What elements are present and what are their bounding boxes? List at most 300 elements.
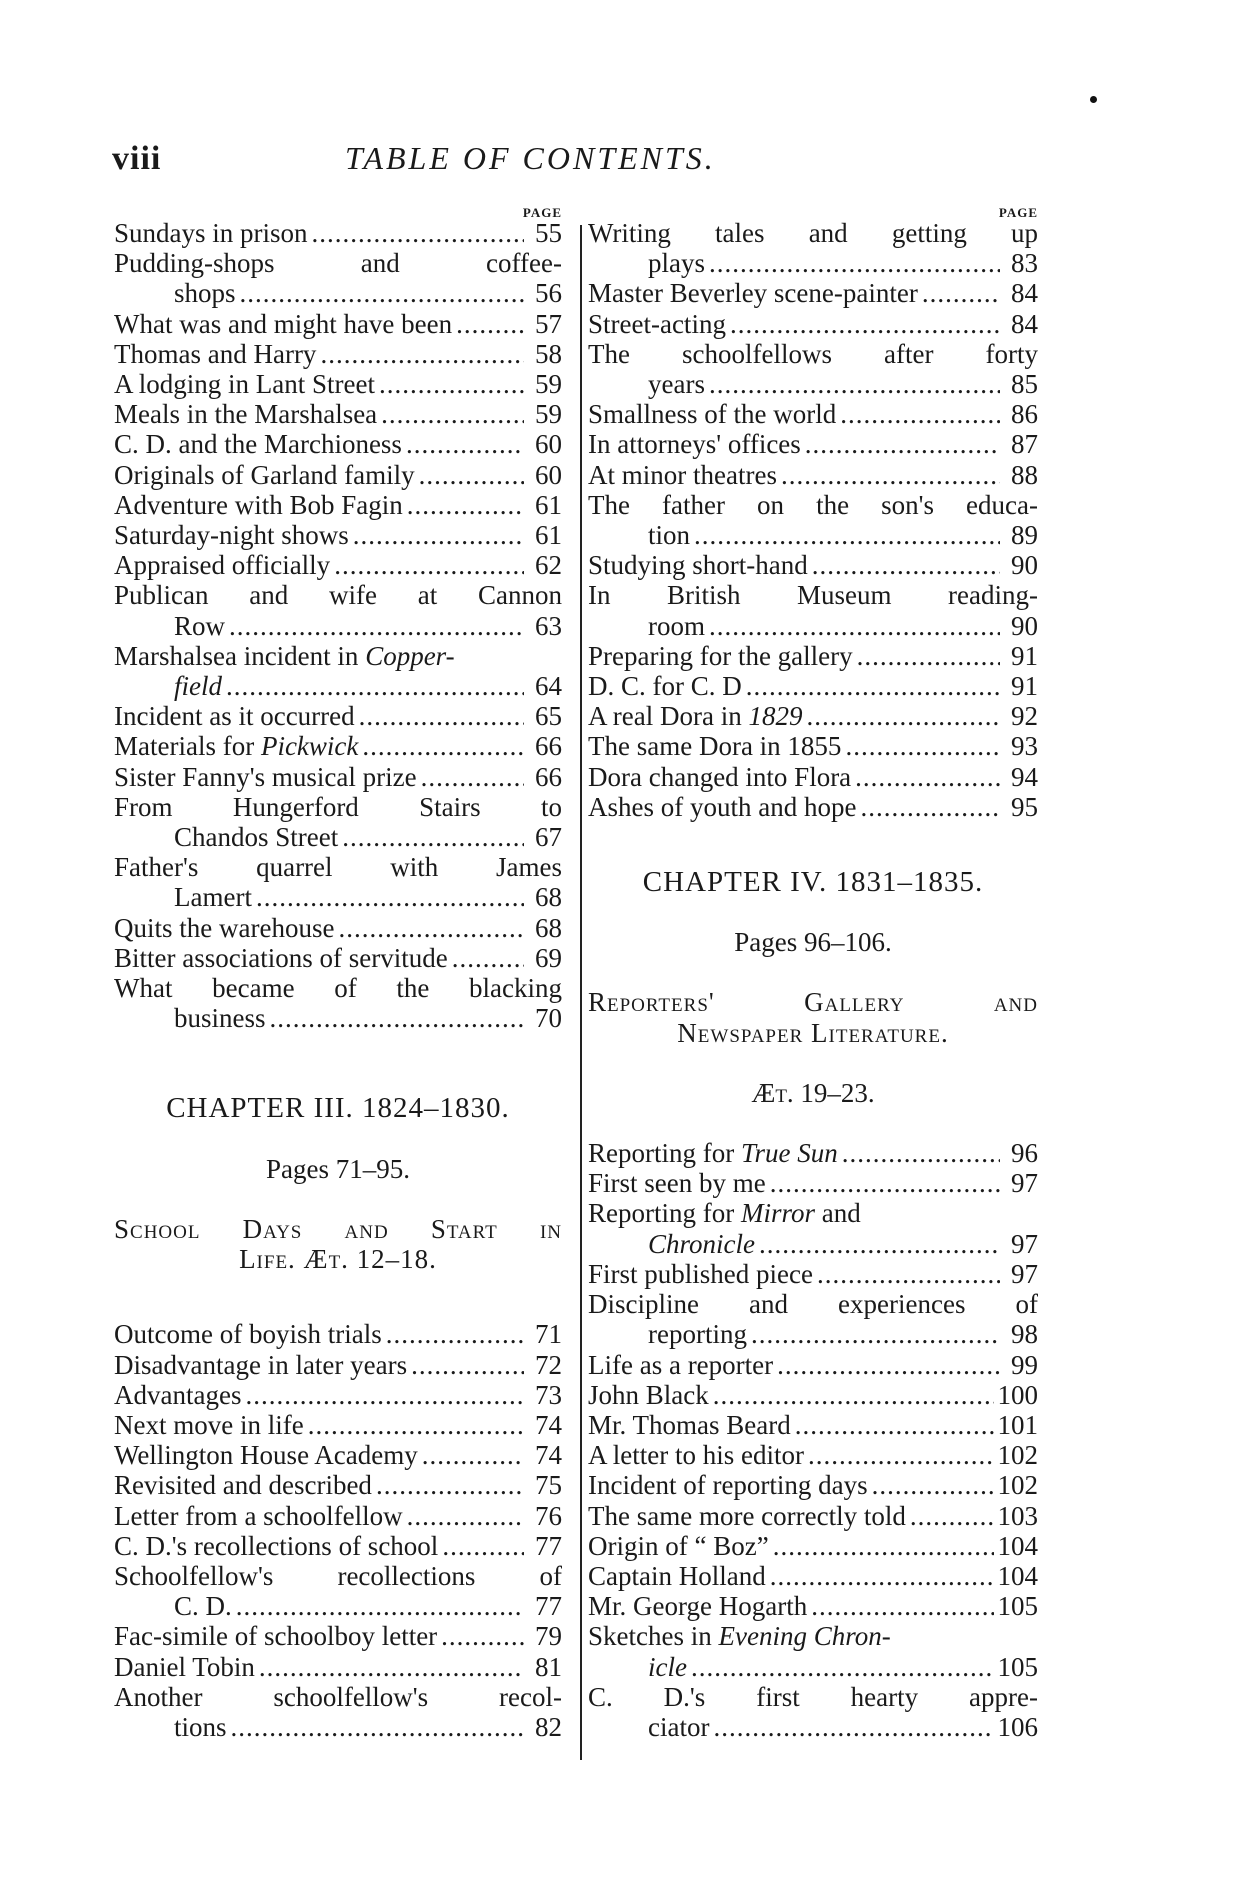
toc-entry-text <box>588 1198 861 1228</box>
toc-entry-title <box>114 1380 241 1410</box>
toc-entry-title <box>114 369 375 399</box>
toc-entry-text: Smallness of the world <box>588 399 837 430</box>
toc-entry-page: 105 <box>997 1591 1038 1622</box>
toc-entry-title <box>588 460 777 490</box>
toc-entry-text: Advantages <box>114 1379 242 1410</box>
toc-entry-title <box>648 1319 747 1349</box>
toc-entry-text: Captain Holland <box>588 1560 766 1591</box>
toc-entry-text-part: Reporting for <box>588 1138 741 1169</box>
toc-entry-text: Next move in life <box>114 1409 304 1440</box>
toc-entry-text: C. D.'s recollections of school <box>114 1530 439 1561</box>
toc-entry-text: room <box>648 610 705 641</box>
toc-entry-text: First seen by me <box>588 1168 766 1199</box>
toc-entry-text: Life as a reporter <box>588 1349 774 1380</box>
toc-entry-text: Originals of Garland family <box>114 459 415 490</box>
toc-entry-title <box>114 339 316 369</box>
toc-entry-page: 106 <box>997 1711 1038 1742</box>
toc-entry-text: Outcome of boyish trials <box>114 1319 382 1350</box>
toc-entry-line <box>114 1682 562 1712</box>
leader-dots <box>422 1440 524 1470</box>
toc-entry-title <box>174 882 252 912</box>
page-column-label: PAGE <box>998 205 1038 220</box>
toc-entry <box>114 611 562 641</box>
leader-dots <box>441 1621 524 1651</box>
chapter-subject <box>588 987 1038 1047</box>
toc-entry <box>588 731 1038 761</box>
toc-entry-text-part: Materials for <box>114 731 261 762</box>
toc-entry <box>588 520 1038 550</box>
toc-entry-line <box>114 1561 562 1591</box>
toc-entry-text: At minor theatres <box>588 459 777 490</box>
toc-entry-text: What became of the blacking <box>114 973 562 1004</box>
toc-entry-text-italic: Chronicle <box>648 1228 755 1259</box>
toc-entry <box>114 822 562 852</box>
toc-entry <box>114 701 562 731</box>
toc-entry-text: Lamert <box>174 882 252 913</box>
toc-entry-page: 96 <box>1011 1138 1038 1169</box>
toc-entry-page: 82 <box>535 1711 562 1742</box>
toc-list <box>114 218 562 1033</box>
toc-entry-title <box>588 671 742 701</box>
toc-entry <box>588 671 1038 701</box>
toc-entry-text: Ashes of youth and hope <box>588 791 857 822</box>
toc-entry-page: 81 <box>535 1651 562 1682</box>
page-number: viii <box>112 140 162 177</box>
toc-entry-page: 93 <box>1011 731 1038 762</box>
leader-dots <box>407 1501 524 1531</box>
toc-entry-text: John Black <box>588 1379 709 1410</box>
toc-entry-text: Quits the warehouse <box>114 912 335 943</box>
toc-entry <box>114 1501 562 1531</box>
leader-dots <box>308 1410 524 1440</box>
toc-entry-title <box>588 641 853 671</box>
leader-dots <box>842 1138 1000 1168</box>
toc-entry-page: 63 <box>535 610 562 641</box>
toc-entry-text: In British Museum reading- <box>588 580 1038 611</box>
toc-entry <box>588 278 1038 308</box>
toc-entry <box>114 399 562 429</box>
leader-dots <box>860 792 1000 822</box>
toc-entry-title <box>588 731 841 761</box>
toc-entry-page: 101 <box>997 1409 1038 1440</box>
leader-dots <box>781 460 1000 490</box>
toc-entry-text: Adventure with Bob Fagin <box>114 489 403 520</box>
toc-entry-line <box>114 248 562 278</box>
toc-entry-title <box>114 1531 438 1561</box>
toc-entry-title <box>114 490 403 520</box>
toc-entry-text: Chandos Street <box>174 822 339 853</box>
leader-dots <box>226 671 524 701</box>
leader-dots <box>376 1470 524 1500</box>
leader-dots <box>334 550 524 580</box>
toc-entry-title <box>174 1003 266 1033</box>
toc-entry-line <box>588 218 1038 248</box>
toc-entry-page: 77 <box>535 1530 562 1561</box>
leader-dots <box>746 671 1000 701</box>
toc-entry-text: The father on the son's educa- <box>588 489 1038 520</box>
leader-dots <box>770 1561 994 1591</box>
toc-entry-line <box>588 490 1038 520</box>
toc-entry-text <box>114 641 455 671</box>
leader-dots <box>229 611 524 641</box>
toc-entry-title <box>114 309 452 339</box>
leader-dots <box>730 309 1000 339</box>
leader-dots <box>840 399 1000 429</box>
toc-entry-title <box>588 1501 906 1531</box>
toc-entry <box>114 550 562 580</box>
toc-entry <box>588 1380 1038 1410</box>
leader-dots <box>245 1380 524 1410</box>
toc-entry <box>588 1440 1038 1470</box>
toc-entry-title <box>648 248 705 278</box>
toc-entry-title <box>114 701 355 731</box>
toc-entry-page: 71 <box>535 1319 562 1350</box>
toc-list <box>588 218 1038 822</box>
leader-dots <box>411 1350 524 1380</box>
leader-dots <box>713 1712 993 1742</box>
chapter-heading: CHAPTER III. 1824–1830. <box>166 1092 510 1125</box>
toc-entry-page: 61 <box>535 489 562 520</box>
leader-dots <box>456 309 524 339</box>
leader-dots <box>342 822 524 852</box>
leader-dots <box>808 1440 994 1470</box>
leader-dots <box>379 369 524 399</box>
toc-entry-text: reporting <box>648 1319 747 1350</box>
toc-entry-text-italic: 1829 <box>748 701 803 732</box>
toc-entry-page: 89 <box>1011 520 1038 551</box>
toc-entry-title <box>114 913 334 943</box>
toc-entry-text: C. D. <box>174 1591 232 1622</box>
toc-entry <box>588 1259 1038 1289</box>
toc-entry-page: 84 <box>1011 278 1038 309</box>
toc-entry <box>114 460 562 490</box>
toc-entry-text: Daniel Tobin <box>114 1651 255 1682</box>
toc-entry-text: What was and might have been <box>114 308 453 339</box>
toc-entry-text: Revisited and described <box>114 1470 372 1501</box>
toc-entry-page: 66 <box>535 761 562 792</box>
toc-entry-text: Bitter associations of servitude <box>114 942 448 973</box>
toc-entry-text: Incident as it occurred <box>114 701 355 732</box>
toc-entry-page: 60 <box>535 459 562 490</box>
toc-entry <box>114 339 562 369</box>
toc-entry <box>114 1712 562 1742</box>
ink-speck <box>1090 96 1097 103</box>
toc-entry-page: 55 <box>535 218 562 248</box>
toc-entry-page: 85 <box>1011 369 1038 400</box>
toc-entry-title <box>114 460 415 490</box>
toc-entry-text: Studying short-hand <box>588 550 808 581</box>
toc-entry-page: 56 <box>535 278 562 309</box>
toc-entry-page: 90 <box>1011 550 1038 581</box>
toc-entry-line <box>588 580 1038 610</box>
toc-entry-title <box>114 520 349 550</box>
toc-entry-page: 92 <box>1011 701 1038 732</box>
toc-entry-title <box>648 369 705 399</box>
toc-entry <box>588 1138 1038 1168</box>
toc-list <box>588 1138 1038 1742</box>
toc-entry-page: 64 <box>535 671 562 702</box>
toc-entry-text-italic: Evening Chron- <box>718 1621 891 1652</box>
toc-entry-page: 72 <box>535 1349 562 1380</box>
toc-entry-page: 70 <box>535 1003 562 1034</box>
toc-entry <box>114 882 562 912</box>
toc-entry-title <box>588 429 801 459</box>
leader-dots <box>353 520 524 550</box>
toc-entry-text: Writing tales and getting up <box>588 218 1038 248</box>
toc-entry-text: In attorneys' offices <box>588 429 801 460</box>
toc-entry-title <box>588 278 918 308</box>
toc-entry <box>588 1561 1038 1591</box>
toc-entry-page: 91 <box>1011 640 1038 671</box>
toc-entry-title <box>174 278 236 308</box>
toc-entry-text <box>588 1621 891 1651</box>
toc-entry-text: tion <box>648 520 691 551</box>
toc-entry <box>588 369 1038 399</box>
toc-entry-title <box>588 1470 868 1500</box>
toc-entry-title <box>588 1380 709 1410</box>
toc-entry-title <box>588 1138 838 1168</box>
toc-entry-text: tions <box>174 1711 227 1742</box>
leader-dots <box>805 429 1000 459</box>
toc-entry-title <box>114 1652 255 1682</box>
toc-entry-page: 97 <box>1011 1258 1038 1289</box>
toc-entry <box>588 1591 1038 1621</box>
toc-entry <box>114 490 562 520</box>
right-column <box>588 205 1038 1742</box>
toc-entry <box>588 550 1038 580</box>
toc-entry <box>114 1531 562 1561</box>
toc-entry-text: Meals in the Marshalsea <box>114 399 378 430</box>
chapter-pages: Pages 96–106. <box>734 927 892 958</box>
toc-entry-page: 57 <box>535 308 562 339</box>
toc-entry-line <box>588 1198 1038 1228</box>
toc-entry-page: 88 <box>1011 459 1038 490</box>
toc-entry <box>114 1350 562 1380</box>
column-divider <box>580 225 582 1760</box>
toc-entry-page: 60 <box>535 429 562 460</box>
toc-entry-line <box>588 1682 1038 1712</box>
leader-dots <box>709 248 1000 278</box>
leader-dots <box>770 1168 1000 1198</box>
toc-entry-text: Origin of “ Boz” <box>588 1530 769 1561</box>
toc-entry <box>588 1319 1038 1349</box>
toc-entry-text-italic: icle <box>648 1651 687 1682</box>
toc-entry-title <box>648 520 690 550</box>
toc-entry-text-italic: Pickwick <box>260 731 359 762</box>
leader-dots <box>442 1531 524 1561</box>
toc-entry-page: 90 <box>1011 610 1038 641</box>
toc-entry <box>588 1410 1038 1440</box>
leader-dots <box>362 731 524 761</box>
toc-entry-text-part: Reporting for <box>588 1198 741 1229</box>
leader-dots <box>795 1410 994 1440</box>
toc-entry-title <box>588 1410 791 1440</box>
toc-entry-text: Mr. George Hogarth <box>588 1591 808 1622</box>
toc-entry <box>114 1440 562 1470</box>
leader-dots <box>452 943 524 973</box>
toc-entry-title <box>588 309 726 339</box>
toc-entry-page: 84 <box>1011 308 1038 339</box>
leader-dots <box>709 611 1000 641</box>
toc-entry-text: D. C. for C. D <box>588 671 742 702</box>
toc-entry-text: Disadvantage in later years <box>114 1349 408 1380</box>
toc-entry <box>588 1470 1038 1500</box>
toc-entry-page: 105 <box>997 1651 1038 1682</box>
toc-entry-title <box>588 1350 773 1380</box>
leader-dots <box>759 1229 1000 1259</box>
chapter-pages: Pages 71–95. <box>266 1153 410 1184</box>
toc-entry-title <box>588 1259 813 1289</box>
toc-entry <box>114 278 562 308</box>
toc-entry-title <box>114 1501 403 1531</box>
toc-entry <box>114 1652 562 1682</box>
toc-entry-page: 69 <box>535 942 562 973</box>
toc-entry-title <box>114 731 358 761</box>
toc-entry <box>114 671 562 701</box>
leader-dots <box>817 1259 1000 1289</box>
toc-entry-line <box>114 852 562 882</box>
toc-entry-title <box>588 701 802 731</box>
leader-dots <box>812 550 1000 580</box>
toc-entry <box>588 701 1038 731</box>
toc-entry-title <box>588 550 808 580</box>
chapter-subject <box>114 1214 562 1274</box>
chapter-subject-line: School Days and Start in <box>114 1213 562 1244</box>
toc-entry-title <box>174 822 338 852</box>
toc-entry-page: 75 <box>535 1470 562 1501</box>
toc-entry-text: Master Beverley scene-painter <box>588 278 918 309</box>
toc-entry-text: First published piece <box>588 1258 813 1289</box>
toc-entry-text: The schoolfellows after forty <box>588 338 1038 369</box>
leader-dots <box>872 1470 994 1500</box>
toc-entry <box>588 1350 1038 1380</box>
toc-entry-page: 91 <box>1011 671 1038 702</box>
toc-entry <box>588 460 1038 490</box>
toc-entry-title <box>648 1652 687 1682</box>
toc-entry-page: 68 <box>535 882 562 913</box>
toc-entry-title <box>174 611 225 641</box>
toc-entry-title <box>588 1531 769 1561</box>
toc-entry-title <box>588 1168 766 1198</box>
toc-entry-page: 102 <box>997 1440 1038 1471</box>
toc-entry-title <box>114 429 402 459</box>
leader-dots <box>320 339 524 369</box>
leader-dots <box>259 1652 524 1682</box>
chapter-heading: CHAPTER IV. 1831–1835. <box>642 866 984 899</box>
toc-entry <box>114 762 562 792</box>
toc-entry-title <box>588 762 851 792</box>
toc-entry-page: 97 <box>1011 1228 1038 1259</box>
toc-entry-text: C. D.'s first hearty appre- <box>588 1681 1038 1712</box>
toc-entry-title <box>114 1440 418 1470</box>
toc-entry-title <box>648 1229 755 1259</box>
toc-entry <box>114 218 562 248</box>
toc-entry-text: business <box>174 1003 266 1034</box>
toc-entry-page: 76 <box>535 1500 562 1531</box>
toc-list <box>114 1319 562 1742</box>
toc-entry <box>114 429 562 459</box>
toc-entry-text: Preparing for the gallery <box>588 640 853 671</box>
toc-entry-title <box>174 1712 227 1742</box>
toc-entry-title <box>114 1621 437 1651</box>
toc-entry-text: Row <box>174 610 226 641</box>
toc-entry-text: Sundays in prison <box>114 218 308 248</box>
toc-entry-page: 59 <box>535 399 562 430</box>
toc-entry-text: ciator <box>648 1711 710 1742</box>
toc-entry-line <box>588 339 1038 369</box>
leader-dots <box>811 1591 993 1621</box>
toc-entry-page: 83 <box>1011 248 1038 279</box>
toc-entry <box>114 731 562 761</box>
toc-entry-text: A letter to his editor <box>588 1440 804 1471</box>
toc-entry-page: 97 <box>1011 1168 1038 1199</box>
toc-entry-title <box>114 1319 382 1349</box>
toc-entry-page: 73 <box>535 1379 562 1410</box>
toc-entry-text: C. D. and the Marchioness <box>114 429 402 460</box>
page-column-label: PAGE <box>522 205 562 220</box>
toc-entry <box>114 1003 562 1033</box>
toc-entry-text: Another schoolfellow's recol- <box>114 1681 562 1712</box>
toc-entry <box>588 1168 1038 1198</box>
toc-entry-text: Street-acting <box>588 308 726 339</box>
leader-dots <box>270 1003 524 1033</box>
toc-entry-page: 66 <box>535 731 562 762</box>
toc-entry <box>114 1591 562 1621</box>
leader-dots <box>922 278 1000 308</box>
toc-entry-title <box>114 762 417 792</box>
toc-entry-title <box>648 1712 709 1742</box>
toc-entry <box>114 913 562 943</box>
toc-entry-text-italic: True Sun <box>740 1138 838 1169</box>
toc-entry-page: 103 <box>997 1500 1038 1531</box>
toc-entry <box>114 1319 562 1349</box>
toc-entry-page: 94 <box>1011 761 1038 792</box>
toc-entry-text: Discipline and experiences of <box>588 1289 1038 1320</box>
toc-entry-text: Dora changed into Flora <box>588 761 852 792</box>
leader-dots <box>312 218 524 248</box>
toc-entry-page: 79 <box>535 1621 562 1652</box>
toc-entry-title <box>114 1350 407 1380</box>
toc-entry-line <box>588 1289 1038 1319</box>
toc-entry-page: 74 <box>535 1409 562 1440</box>
leader-dots <box>777 1350 1000 1380</box>
toc-entry-line <box>114 641 562 671</box>
toc-entry-text: Letter from a schoolfellow <box>114 1500 403 1531</box>
toc-entry-text: Appraised officially <box>114 550 331 581</box>
toc-entry-text: The same more correctly told <box>588 1500 906 1531</box>
toc-entry-line <box>588 1621 1038 1651</box>
toc-entry-page: 77 <box>535 1591 562 1622</box>
toc-entry-text: Mr. Thomas Beard <box>588 1409 791 1440</box>
toc-entry-page: 62 <box>535 550 562 581</box>
leader-dots <box>231 1712 524 1742</box>
leader-dots <box>691 1652 994 1682</box>
toc-entry <box>588 1531 1038 1561</box>
leader-dots <box>855 762 1000 792</box>
toc-entry-title <box>648 611 705 641</box>
toc-entry <box>114 1410 562 1440</box>
toc-entry-text: Publican and wife at Cannon <box>114 580 562 611</box>
toc-entry <box>588 1652 1038 1682</box>
toc-entry-text: A lodging in Lant Street <box>114 369 375 400</box>
toc-entry <box>114 1380 562 1410</box>
toc-entry-text-part: A real Dora in <box>588 701 749 732</box>
leader-dots <box>236 1591 524 1621</box>
toc-entry-page: 59 <box>535 369 562 400</box>
leader-dots <box>910 1501 994 1531</box>
leader-dots <box>419 460 524 490</box>
leader-dots <box>359 701 524 731</box>
